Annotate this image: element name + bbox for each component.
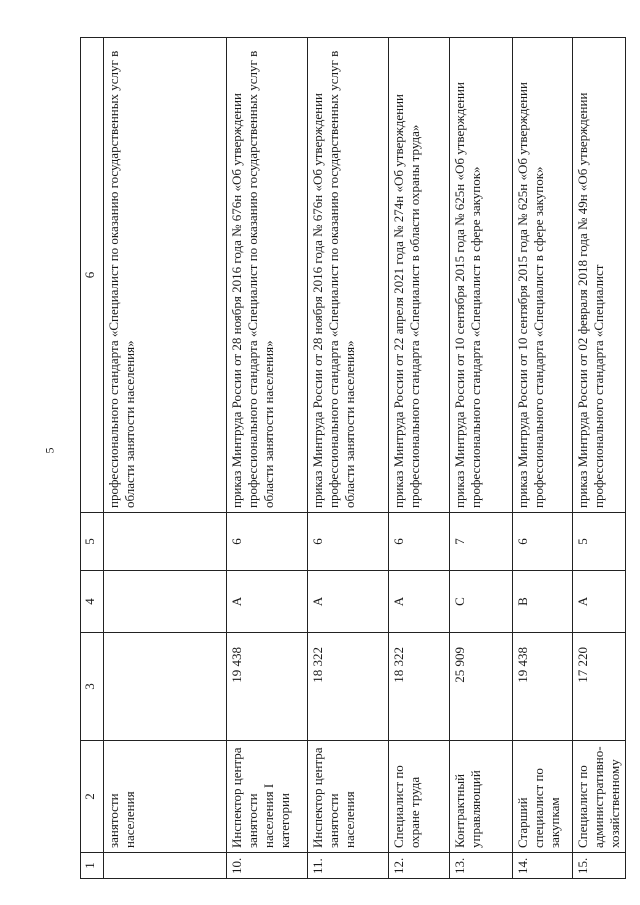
row-number: 12. xyxy=(389,853,450,879)
salary-cell xyxy=(104,633,227,741)
standard-cell: приказ Минтруда России от 28 ноября 2016 года № 676н «Об утверждении профессионального стандарта «Специалист по оказанию государственных услуг в области занятости населения» xyxy=(227,38,308,513)
table-row xyxy=(308,38,389,879)
table-row xyxy=(227,38,308,879)
table-row xyxy=(573,38,626,879)
standard-cell: приказ Минтруда России от 10 сентября 2015 года № 625н «Об утверждении профессионального стандарта «Специалист в сфере закупок» xyxy=(513,38,573,513)
level-cell: 6 xyxy=(389,513,450,571)
page-number: 5 xyxy=(42,447,57,454)
table-row xyxy=(450,38,513,879)
position-cell: Инспектор центра занятости населения xyxy=(308,741,389,853)
level-cell: 6 xyxy=(513,513,573,571)
group-cell: А xyxy=(308,571,389,633)
standard-cell: приказ Минтруда России от 22 апреля 2021 года № 274н «Об утверждении профессионального стандарта «Специалист в области охраны труда» xyxy=(389,38,450,513)
row-number: 15. xyxy=(573,853,626,879)
table-row xyxy=(389,38,450,879)
group-cell: В xyxy=(513,571,573,633)
staff-table xyxy=(80,37,626,879)
header-cell: 5 xyxy=(81,513,104,571)
position-cell: Инспектор центра занятости населения I категории xyxy=(227,741,308,853)
table-row xyxy=(513,38,573,879)
level-cell: 7 xyxy=(450,513,513,571)
standard-cell: приказ Минтруда России от 10 сентября 2015 года № 625н «Об утверждении профессионального стандарта «Специалист в сфере закупок» xyxy=(450,38,513,513)
header-cell: 2 xyxy=(81,741,104,853)
level-cell: 6 xyxy=(308,513,389,571)
level-cell xyxy=(104,513,227,571)
header-cell: 6 xyxy=(81,38,104,513)
standard-cell: приказ Минтруда России от 28 ноября 2016 года № 676н «Об утверждении профессионального стандарта «Специалист по оказанию государственных услуг в области занятости населения» xyxy=(308,38,389,513)
salary-cell: 25 909 xyxy=(450,633,513,741)
row-number xyxy=(104,853,227,879)
position-cell: Специалист по административно-хозяйственному xyxy=(573,741,626,853)
salary-cell: 18 322 xyxy=(308,633,389,741)
group-cell: А xyxy=(573,571,626,633)
salary-cell: 19 438 xyxy=(513,633,573,741)
row-number: 13. xyxy=(450,853,513,879)
group-cell xyxy=(104,571,227,633)
rotated-table-wrapper xyxy=(80,38,622,879)
row-number: 14. xyxy=(513,853,573,879)
standard-cell: профессионального стандарта «Специалист по оказанию государственных услуг в области занятости населения» xyxy=(104,38,227,513)
header-cell: 1 xyxy=(81,853,104,879)
standard-cell: приказ Минтруда России от 02 февраля 2018 года № 49н «Об утверждении профессионального стандарта «Специалист xyxy=(573,38,626,513)
position-cell: занятости населения xyxy=(104,741,227,853)
position-cell: Контрактный управляющий xyxy=(450,741,513,853)
row-number: 11. xyxy=(308,853,389,879)
salary-cell: 17 220 xyxy=(573,633,626,741)
group-cell: А xyxy=(227,571,308,633)
salary-cell: 19 438 xyxy=(227,633,308,741)
level-cell: 6 xyxy=(227,513,308,571)
group-cell: А xyxy=(389,571,450,633)
table-row xyxy=(104,38,227,879)
level-cell: 5 xyxy=(573,513,626,571)
table-header-row xyxy=(81,38,104,879)
position-cell: Специалист по охране труда xyxy=(389,741,450,853)
header-cell: 4 xyxy=(81,571,104,633)
position-cell: Старший специалист по закупкам xyxy=(513,741,573,853)
row-number: 10. xyxy=(227,853,308,879)
salary-cell: 18 322 xyxy=(389,633,450,741)
header-cell: 3 xyxy=(81,633,104,741)
group-cell: С xyxy=(450,571,513,633)
